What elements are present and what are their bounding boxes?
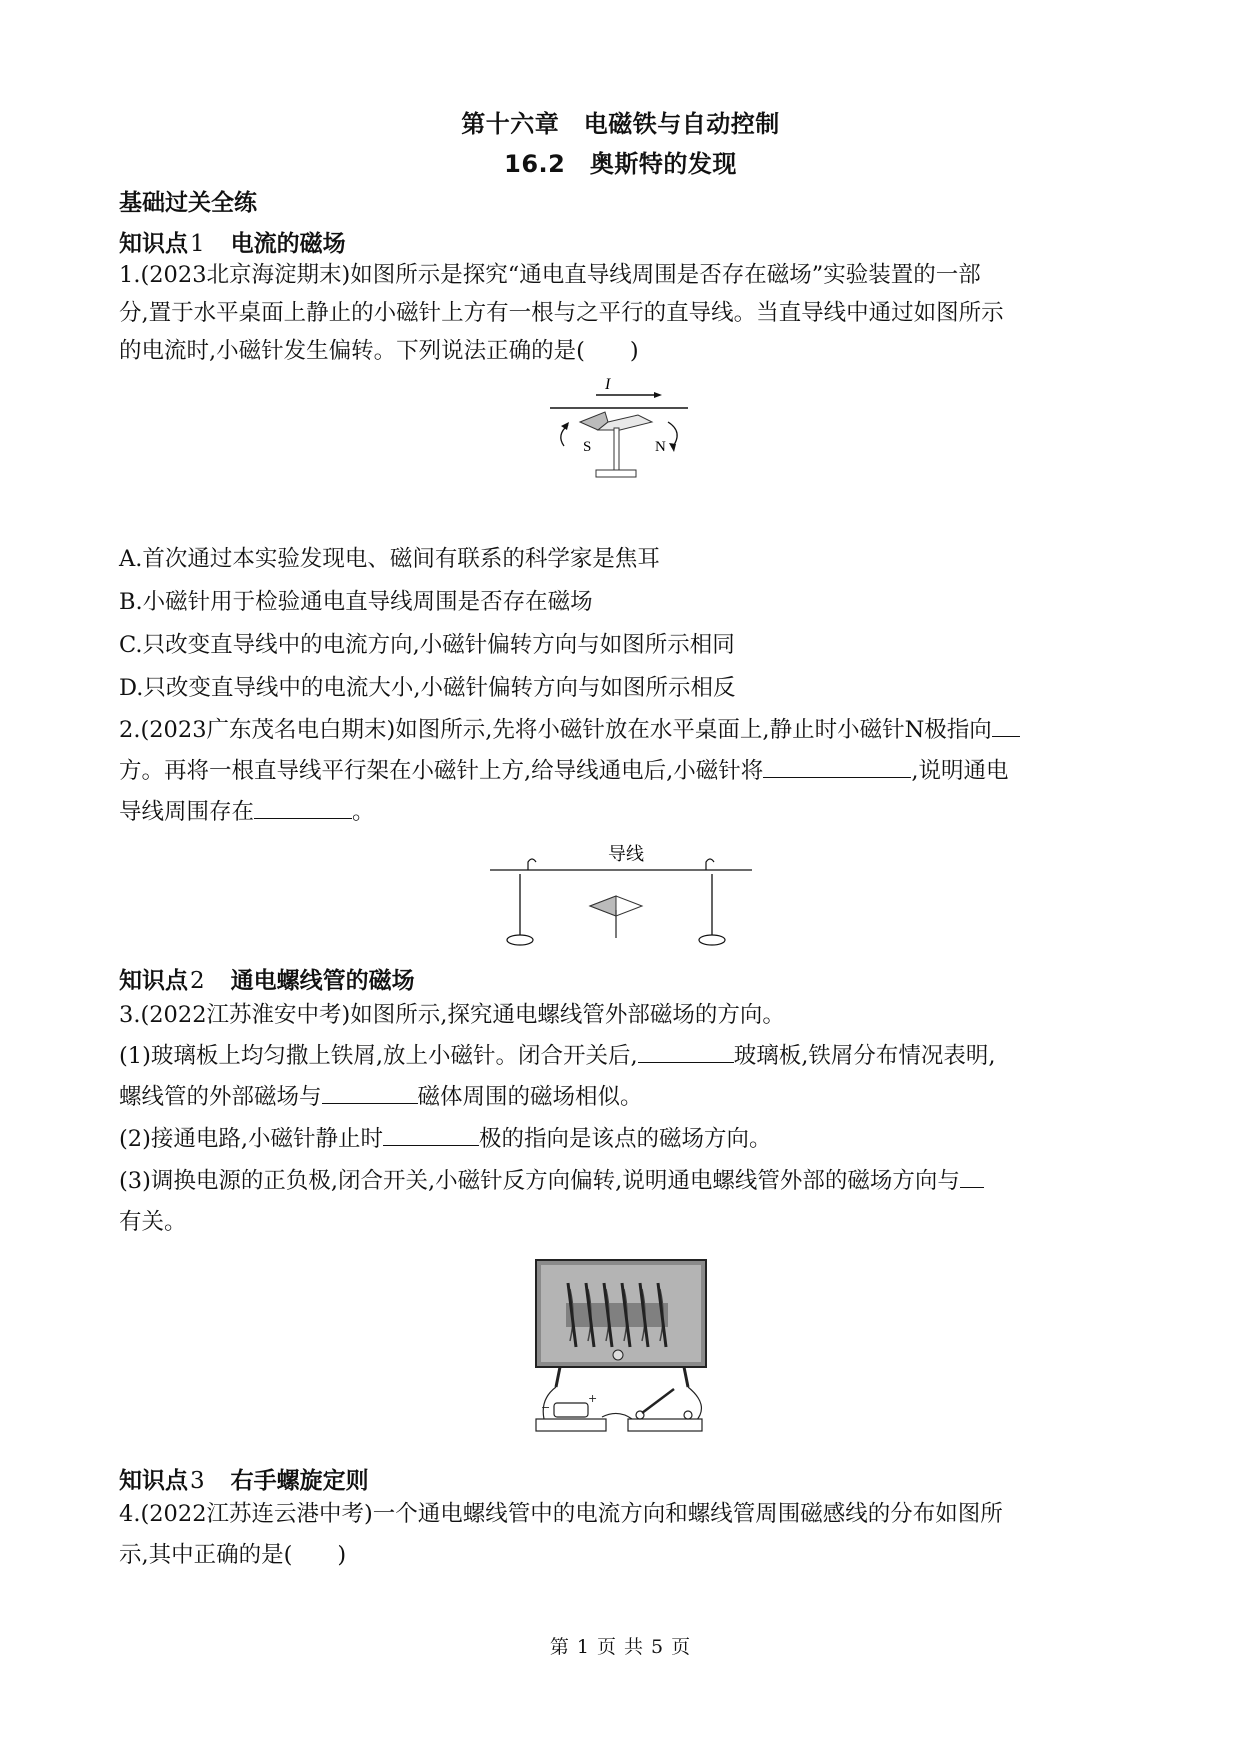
needle-stand [614, 428, 619, 470]
small-compass [613, 1350, 623, 1360]
option-d: D.只改变直导线中的电流大小,小磁针偏转方向与如图所示相反 [119, 675, 736, 701]
answer-blank-direction[interactable] [992, 714, 1020, 737]
practice-title: 基础过关全练 [119, 190, 257, 216]
figure-solenoid-circuit [528, 1259, 713, 1439]
question-2-text-1: 2.(2023广东茂名电白期末)如图所示,先将小磁针放在水平桌面上,静止时小磁针N极指向 [119, 717, 992, 743]
answer-blank-field[interactable] [254, 796, 352, 819]
topic-3-heading [119, 1462, 369, 1495]
battery-minus: − [541, 1401, 551, 1414]
answer-blank-needle[interactable] [763, 755, 911, 778]
topic-number: 1 [190, 231, 205, 257]
page-footer: 第 1 页 共 5 页 [549, 1636, 692, 1658]
right-clip [706, 859, 714, 870]
topic-label: 知识点 [119, 231, 188, 257]
answer-blank-tap[interactable] [638, 1040, 734, 1063]
option-c: C.只改变直导线中的电流方向,小磁针偏转方向与如图所示相同 [119, 632, 735, 658]
wire-label: 导线 [608, 844, 644, 865]
question-2-text-2b: ,说明通电 [911, 758, 1009, 784]
topic-number: 3 [190, 1468, 205, 1494]
right-lead [684, 1367, 688, 1387]
question-2-line-2 [119, 750, 1129, 793]
option-a: A.首次通过本实验发现电、磁间有联系的科学家是焦耳 [119, 546, 660, 572]
option-b: B.小磁针用于检验通电直导线周围是否存在磁场 [119, 589, 593, 615]
topic-name: 右手螺旋定则 [230, 1468, 369, 1494]
question-3-part-2 [119, 1118, 1129, 1161]
topic-name: 通电螺线管的磁场 [230, 968, 415, 994]
topic-label: 知识点 [119, 968, 188, 994]
left-lead [556, 1367, 560, 1387]
switch-base [628, 1419, 702, 1431]
switch-terminal-right [684, 1411, 692, 1419]
question-2-line-3 [119, 791, 1129, 834]
question-3-part-1-line-2 [119, 1076, 1129, 1119]
topic-name: 电流的磁场 [230, 231, 346, 257]
question-3-text-1a: (1)玻璃板上均匀撒上铁屑,放上小磁针。闭合开关后, [119, 1043, 638, 1069]
question-3-text-1b: 玻璃板,铁屑分布情况表明, [733, 1043, 996, 1069]
question-2-text-2a: 方。再将一根直导线平行架在小磁针上方,给导线通电后,小磁针将 [119, 758, 764, 784]
answer-blank-magnet[interactable] [322, 1081, 418, 1104]
topic-number: 2 [190, 968, 205, 994]
topic-label: 知识点 [119, 1468, 188, 1494]
switch-lever [642, 1389, 674, 1413]
answer-blank-pole[interactable] [383, 1123, 479, 1146]
question-4-line-2: 示,其中正确的是( ) [119, 1542, 347, 1568]
answer-blank-current-direction[interactable] [960, 1165, 984, 1188]
question-2-text-3b: 。 [352, 799, 375, 825]
figure-wire-compass [550, 370, 690, 485]
question-3-text-1c: 螺线管的外部磁场与 [119, 1084, 322, 1110]
left-stand-base [507, 935, 533, 945]
current-label: I [605, 376, 611, 393]
question-3-part-3-line-1 [119, 1160, 1129, 1203]
chapter-title: 第十六章 电磁铁与自动控制 [461, 110, 780, 138]
question-3-text-2b: 极的指向是该点的磁场方向。 [479, 1126, 772, 1152]
question-3-line-1: 3.(2022江苏淮安中考)如图所示,探究通电螺线管外部磁场的方向。 [119, 1002, 785, 1028]
wire-battery-switch [602, 1413, 632, 1419]
figure-wire-stands [490, 838, 760, 953]
question-2-line-1 [119, 709, 1129, 752]
question-3-text-1d: 磁体周围的磁场相似。 [417, 1084, 643, 1110]
question-1-line-1: 1.(2023北京海淀期末)如图所示是探究“通电直导线周围是否存在磁场”实验装置的一部 [119, 262, 981, 288]
question-3-text-3a: (3)调换电源的正负极,闭合开关,小磁针反方向偏转,说明通电螺线管外部的磁场方向与 [119, 1168, 960, 1194]
question-3-part-3-line-2: 有关。 [119, 1209, 187, 1235]
current-arrow-head [654, 392, 662, 398]
battery-plus: + [588, 1392, 598, 1405]
question-3-part-1-line-1 [119, 1035, 1129, 1078]
stand-base [596, 470, 636, 477]
question-1-line-2: 分,置于水平桌面上静止的小磁针上方有一根与之平行的直导线。当直导线中通过如图所示 [119, 300, 1004, 326]
north-pole-label: N [655, 439, 666, 455]
section-title: 16.2 奥斯特的发现 [504, 150, 737, 178]
battery-base [536, 1419, 606, 1431]
topic-2-heading [119, 962, 415, 995]
south-pole-label: S [583, 439, 592, 455]
solenoid-core [566, 1303, 668, 1327]
question-3-text-2a: (2)接通电路,小磁针静止时 [119, 1126, 384, 1152]
left-clip [528, 859, 536, 870]
question-2-text-3a: 导线周围存在 [119, 799, 255, 825]
question-1-line-3: 的电流时,小磁针发生偏转。下列说法正确的是( ) [119, 338, 639, 364]
right-stand-base [699, 935, 725, 945]
battery [554, 1403, 588, 1417]
question-4-line-1: 4.(2022江苏连云港中考)一个通电螺线管中的电流方向和螺线管周围磁感线的分布如图所 [119, 1501, 1003, 1527]
